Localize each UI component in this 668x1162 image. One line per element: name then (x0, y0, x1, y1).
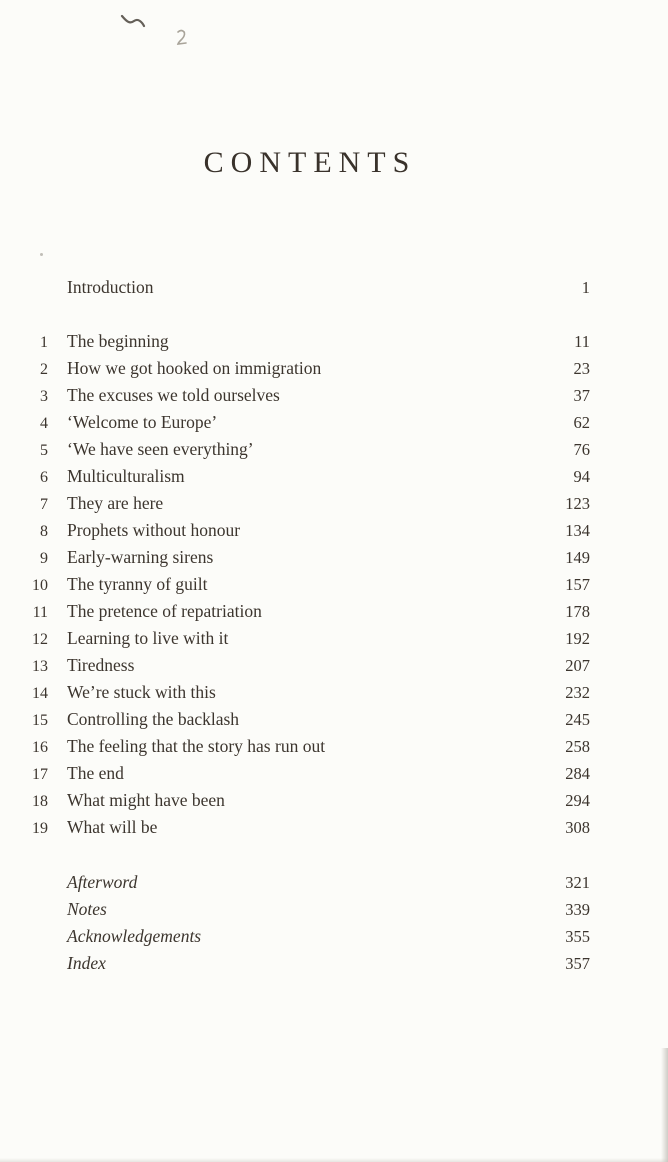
page-number: 321 (565, 873, 590, 892)
page-number: 94 (573, 467, 590, 486)
page-number: 232 (565, 683, 590, 702)
chapter-title: They are here (67, 493, 164, 513)
chapter-title: Prophets without honour (67, 520, 241, 540)
toc-row (30, 625, 590, 652)
page-number: 23 (573, 359, 590, 378)
toc-row (30, 544, 590, 571)
chapter-number: 11 (32, 604, 48, 621)
chapter-number: 17 (32, 766, 48, 783)
toc-row (30, 490, 590, 517)
toc-row (30, 896, 590, 923)
toc-row (30, 463, 590, 490)
backmatter-list (30, 869, 590, 977)
chapter-number: 12 (32, 631, 48, 648)
toc-row-introduction (30, 274, 590, 301)
chapter-number: 7 (40, 496, 48, 513)
page-number: 37 (573, 386, 590, 405)
page-number: 123 (565, 494, 590, 513)
text-block (30, 0, 590, 977)
page-number: 192 (565, 629, 590, 648)
toc-row (30, 706, 590, 733)
chapter-title: The end (67, 763, 124, 783)
chapter-number: 5 (40, 442, 48, 459)
toc-row (30, 679, 590, 706)
chapter-number: 19 (32, 820, 48, 837)
chapter-number: 8 (40, 523, 48, 540)
page-number: 284 (565, 764, 590, 783)
chapter-number: 3 (40, 388, 48, 405)
page-number: 245 (565, 710, 590, 729)
page-number: 178 (565, 602, 590, 621)
chapter-number: 18 (32, 793, 48, 810)
toc-row (30, 787, 590, 814)
chapter-number: 6 (40, 469, 48, 486)
chapter-list (30, 328, 590, 841)
chapter-title: Learning to live with it (67, 628, 229, 648)
toc-row (30, 517, 590, 544)
page-number: 1 (581, 278, 590, 297)
chapter-number: 9 (40, 550, 48, 567)
page-number: 339 (565, 900, 590, 919)
toc-row (30, 436, 590, 463)
chapter-title: The feeling that the story has run out (67, 736, 326, 756)
chapter-title: Early-warning sirens (67, 547, 214, 567)
page-number: 76 (573, 440, 590, 459)
chapter-title: Tiredness (67, 655, 135, 675)
page-number: 294 (565, 791, 590, 810)
chapter-number: 16 (32, 739, 48, 756)
chapter-number: 2 (40, 361, 48, 378)
chapter-number: 10 (32, 577, 48, 594)
chapter-title: We’re stuck with this (67, 682, 216, 702)
chapter-number: 4 (40, 415, 48, 432)
chapter-title: ‘Welcome to Europe’ (67, 412, 218, 432)
toc-row (30, 760, 590, 787)
backmatter-title: Index (67, 953, 106, 973)
toc-row (30, 869, 590, 896)
chapter-title: The excuses we told ourselves (67, 385, 280, 405)
toc-row (30, 950, 590, 977)
page-number: 157 (565, 575, 590, 594)
chapter-title: Multiculturalism (67, 466, 185, 486)
chapter-number: 15 (32, 712, 48, 729)
chapter-number: 13 (32, 658, 48, 675)
page-number: 11 (574, 332, 590, 351)
toc-row (30, 733, 590, 760)
table-of-contents (30, 274, 590, 977)
page-number: 357 (565, 954, 590, 973)
chapter-title: ‘We have seen everything’ (67, 439, 254, 459)
toc-row (30, 598, 590, 625)
page-number: 62 (573, 413, 590, 432)
toc-row (30, 923, 590, 950)
backmatter-title: Notes (67, 899, 107, 919)
toc-row (30, 571, 590, 598)
scan-edge-shadow (0, 1158, 668, 1162)
page-number: 308 (565, 818, 590, 837)
toc-row (30, 814, 590, 841)
toc-row (30, 382, 590, 409)
page-number: 134 (565, 521, 590, 540)
page-number: 207 (565, 656, 590, 675)
chapter-number: 1 (40, 334, 48, 351)
backmatter-title: Afterword (67, 872, 138, 892)
chapter-title: The beginning (67, 331, 169, 351)
chapter-title: The tyranny of guilt (67, 574, 208, 594)
chapter-title: What might have been (67, 790, 225, 810)
chapter-title: Introduction (67, 277, 154, 297)
toc-row (30, 409, 590, 436)
toc-row (30, 355, 590, 382)
scan-edge-shadow (661, 1048, 668, 1162)
chapter-title: Controlling the backlash (67, 709, 240, 729)
page-number: 355 (565, 927, 590, 946)
chapter-title: The pretence of repatriation (67, 601, 262, 621)
chapter-title: What will be (67, 817, 158, 837)
chapter-title: How we got hooked on immigration (67, 358, 322, 378)
page-title: CONTENTS (203, 146, 417, 179)
toc-row (30, 328, 590, 355)
backmatter-title: Acknowledgements (67, 926, 202, 946)
chapter-number: 14 (32, 685, 48, 702)
page-number: 258 (565, 737, 590, 756)
page-number: 149 (565, 548, 590, 567)
toc-row (30, 652, 590, 679)
